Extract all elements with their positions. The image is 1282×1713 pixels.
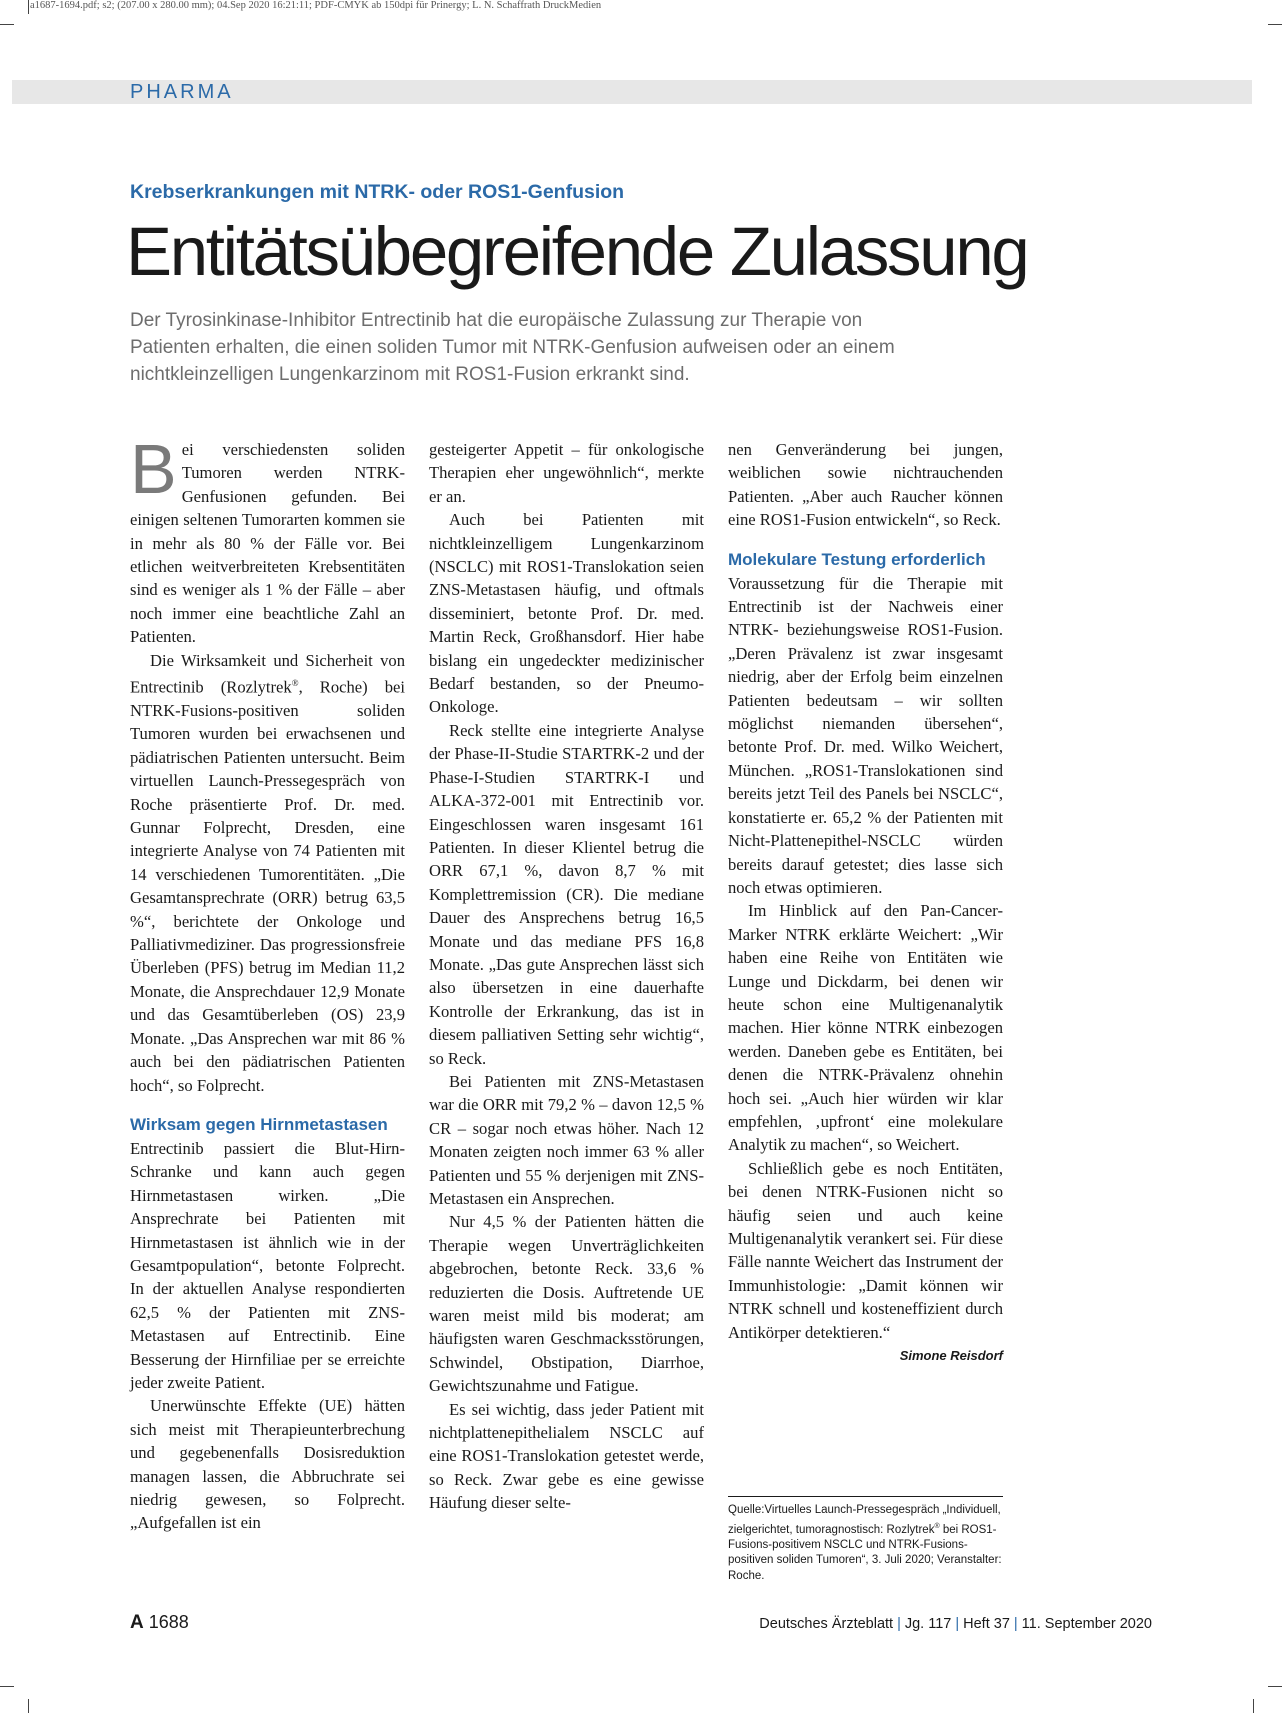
lead-paragraph <box>130 307 960 388</box>
body-paragraph: Es sei wichtig, dass jeder Patient mit nichtplattenepithelialem NSCLC auf eine ROS1-Translokation getestet werde, so Reck. Zwar gebe es eine gewisse Häufung dieser selte- <box>429 1399 704 1513</box>
registered-mark: ® <box>934 1522 940 1530</box>
crop-mark <box>1268 24 1282 25</box>
subheading: Wirksam gegen Hirnmetastasen <box>130 1114 388 1134</box>
registered-mark: ® <box>291 678 299 689</box>
source-note <box>728 1496 1003 1584</box>
journal-info <box>759 1616 1152 1632</box>
body-paragraph: Entrectinib passiert die Blut-Hirn-Schranke und kann auch gegen Hirnmetastasen wirken. „Die Ansprechrate bei Patienten mit Hirnmetastasen ist ähnlich wie in der Gesamtpopulation“, betonte Folprecht. In der aktuellen Analyse respondierten 62,5 % der Patienten mit ZNS-Metastasen auf Entrectinib. Eine Besserung der Hirnfiliae per se erreichte jeder zweite Patient. <box>130 1138 405 1392</box>
crop-mark <box>28 0 29 14</box>
crop-mark <box>0 24 14 25</box>
body-paragraph: Voraussetzung für die Therapie mit Entrectinib ist der Nachweis einer NTRK- beziehungsweise ROS1-Fusion. „Deren Prävalenz ist zwar insgesamt niedrig, aber der Erfolg beim einzelnen Patienten bedeutsam – wir sollten möglichst niemanden übersehen“, betonte Prof. Dr. med. Wilko Weichert, München. „ROS1-Translokationen sind bereits jetzt Teil des Panels bei NSCLC“, konstatierte er. 65,2 % der Patienten mit Nicht-Plattenepithel-NSCLC würden bereits darauf getestet; dies lasse sich noch etwas optimieren. <box>728 573 1003 897</box>
lead-line: nichtkleinzelligen Lungenkarzinom mit ROS1-Fusion erkrankt sind. <box>130 364 690 385</box>
body-paragraph: Bei Patienten mit ZNS-Metastasen war die ORR mit 79,2 % – davon 12,5 % CR – sogar noch etwas höher. Nach 12 Monaten zeigten noch immer 63 % aller Patienten und 55 % derjenigen mit ZNS-Metastasen ein Ansprechen. <box>429 1071 704 1208</box>
separator: | <box>1013 1616 1018 1632</box>
body-paragraph: Unerwünschte Effekte (UE) hätten sich meist mit Therapieunterbrechung und gegebenenfalls Dosisreduktion managen lassen, die Abbruchrate sei niedrig gewesen, so Folprecht. „Aufgefallen ist ein <box>130 1396 405 1533</box>
source-text: Quelle:Virtuelles Launch-Pressegespräch „Individuell, zielgerichtet, tumoragnostisch: Rozlytrek <box>728 1504 1001 1536</box>
source-text: bei ROS1-Fusions-positivem NSCLC und NTRK-Fusions-positiven soliden Tumoren“, 3. Juli 2020; Veranstalter: Roche. <box>728 1523 1002 1582</box>
separator: | <box>897 1616 901 1632</box>
article-column-1 <box>130 430 405 1535</box>
paragraph-text: Schließlich gebe es noch Entitäten, bei denen NTRK-Fusionen nicht so häufig seien und auch keine Multigenanalytik verankert sei. Für diese Fälle nannte Weichert das Instrument der Immunhistologie: „Damit können wir NTRK schnell und kosteneffizient durch Antikörper detektieren.“ <box>728 1158 1003 1342</box>
body-paragraph <box>130 430 405 649</box>
drop-cap: B <box>130 430 177 508</box>
paragraph-text: Die Wirksamkeit und Sicherheit von Entrectinib (Rozlytrek <box>130 650 405 697</box>
body-paragraph: Auch bei Patienten mit nichtkleinzelligem Lungenkarzinom (NSCLC) mit ROS1-Translokation seien ZNS-Metastasen häufig, und oftmals disseminiert, betonte Prof. Dr. med. Martin Reck, Großhansdorf. Hier habe bislang ein ungedeckter medizinischer Bedarf bestanden, so der Pneumo-Onkologe. <box>429 510 704 717</box>
journal-name: Deutsches Ärzteblatt <box>759 1616 894 1632</box>
article-column-2 <box>429 438 704 1515</box>
headline: Entitätsübegreifende Zulassung <box>126 213 1028 290</box>
print-slug: a1687-1694.pdf; s2; (207.00 x 280.00 mm); 04.Sep 2020 16:21:11; PDF-CMYK ab 150dpi für Prinergy; L. N. Schaffrath DruckMedien <box>30 0 602 11</box>
paragraph-text: , Roche) bei NTRK-Fusions-positiven soliden Tumoren wurden bei erwachsenen und pädiatrischen Patienten untersucht. Beim virtuellen Launch-Pressegespräch von Roche präsentierte Prof. Dr. med. Gunnar Folprecht, Dresden, eine integrierte Analyse von 74 Patienten mit 14 verschiedenen Tumorentitäten. „Die Gesamtansprechrate (ORR) betrug 63,5 %“, berichtete der Onkologe und Palliativmediziner. Das progressionsfreie Überleben (PFS) betrug im Median 11,2 Monate, die Ansprechdauer 12,9 Monate und das Gesamtüberleben (OS) 23,9 Monate. „Das Ansprechen war mit 86 % auch bei den pädiatrischen Patienten hoch“, so Folprecht. <box>130 677 405 1095</box>
lead-line: Patienten erhalten, die einen soliden Tumor mit NTRK-Genfusion aufweisen oder an einem <box>130 337 895 358</box>
crop-mark <box>1268 1686 1282 1687</box>
body-paragraph: Im Hinblick auf den Pan-Cancer-Marker NTRK erklärte Weichert: „Wir haben eine Reihe von Entitäten wie Lunge und Dickdarm, bei denen wir heute schon eine Multigenanalytik machen. Hier könne NTRK einbezogen werden. Daneben gebe es Entitäten, bei denen die NTRK-Prävalenz ohnehin hoch sei. „Auch hier würden wir klar empfehlen, ‚upfront‘ eine molekulare Analytik zu machen“, so Weichert. <box>728 901 1003 1155</box>
paragraph-text: ei verschiedensten soliden Tumoren werden NTRK-Genfusionen gefunden. Bei einigen seltenen Tumorarten kommen sie in mehr als 80 % der Fälle vor. Bei etlichen weitverbreiteten Krebsentitäten sind es weniger als 1 % der Fälle – aber noch immer eine beachtliche Zahl an Patienten. <box>130 440 405 647</box>
crop-mark <box>28 1699 29 1713</box>
body-paragraph: Nur 4,5 % der Patienten hätten die Therapie wegen Unverträglichkeiten abgebrochen, betonte Reck. 33,6 % reduzierten die Dosis. Auftretende UE waren meist mild bis moderat; am häufigsten waren Geschmacksstörungen, Schwindel, Obstipation, Diarrhoe, Gewichtszunahme und Fatigue. <box>429 1212 704 1396</box>
article-column-3 <box>728 438 1003 1367</box>
body-paragraph: gesteigerter Appetit – für onkologische Therapien eher ungewöhnlich“, merkte er an. <box>429 440 704 506</box>
body-paragraph <box>728 1157 1003 1364</box>
journal-volume: Jg. 117 <box>904 1616 952 1632</box>
kicker: Krebserkrankungen mit NTRK- oder ROS1-Genfusion <box>130 181 625 203</box>
subheading: Molekulare Testung erforderlich <box>728 549 986 569</box>
page-prefix: A <box>130 1612 144 1633</box>
body-paragraph <box>130 649 405 1097</box>
section-label: PHARMA <box>130 81 234 103</box>
separator: | <box>955 1616 960 1632</box>
journal-issue: Heft 37 <box>963 1616 1010 1632</box>
journal-date: 11. September 2020 <box>1021 1616 1152 1632</box>
author-byline: Simone Reisdorf <box>899 1348 1003 1364</box>
body-paragraph: Reck stellte eine integrierte Analyse der Phase-II-Studie STARTRK-2 und der Phase-I-Studien STARTRK-I und ALKA-372-001 mit Entrectinib vor. Eingeschlossen waren insgesamt 161 Patienten. In dieser Klientel betrug die ORR 67,1 %, davon 8,7 % mit Komplettremission (CR). Die mediane Dauer des Ansprechens betrug 16,5 Monate und das mediane PFS 16,8 Monate. „Das gute Ansprechen lässt sich also übersetzen in eine dauerhafte Kontrolle der Erkrankung, das ist in diesem palliativen Setting sehr wichtig“, so Reck. <box>429 720 704 1068</box>
page-number-value: 1688 <box>148 1612 189 1632</box>
lead-line: Der Tyrosinkinase-Inhibitor Entrectinib hat die europäische Zulassung zur Therapie von <box>130 310 863 331</box>
page-number <box>130 1612 189 1634</box>
crop-mark <box>0 1686 14 1687</box>
body-paragraph: nen Genveränderung bei jungen, weiblichen sowie nichtrauchenden Patienten. „Aber auch Raucher können eine ROS1-Fusion entwickeln“, so Reck. <box>728 440 1003 530</box>
crop-mark <box>1253 1699 1254 1713</box>
